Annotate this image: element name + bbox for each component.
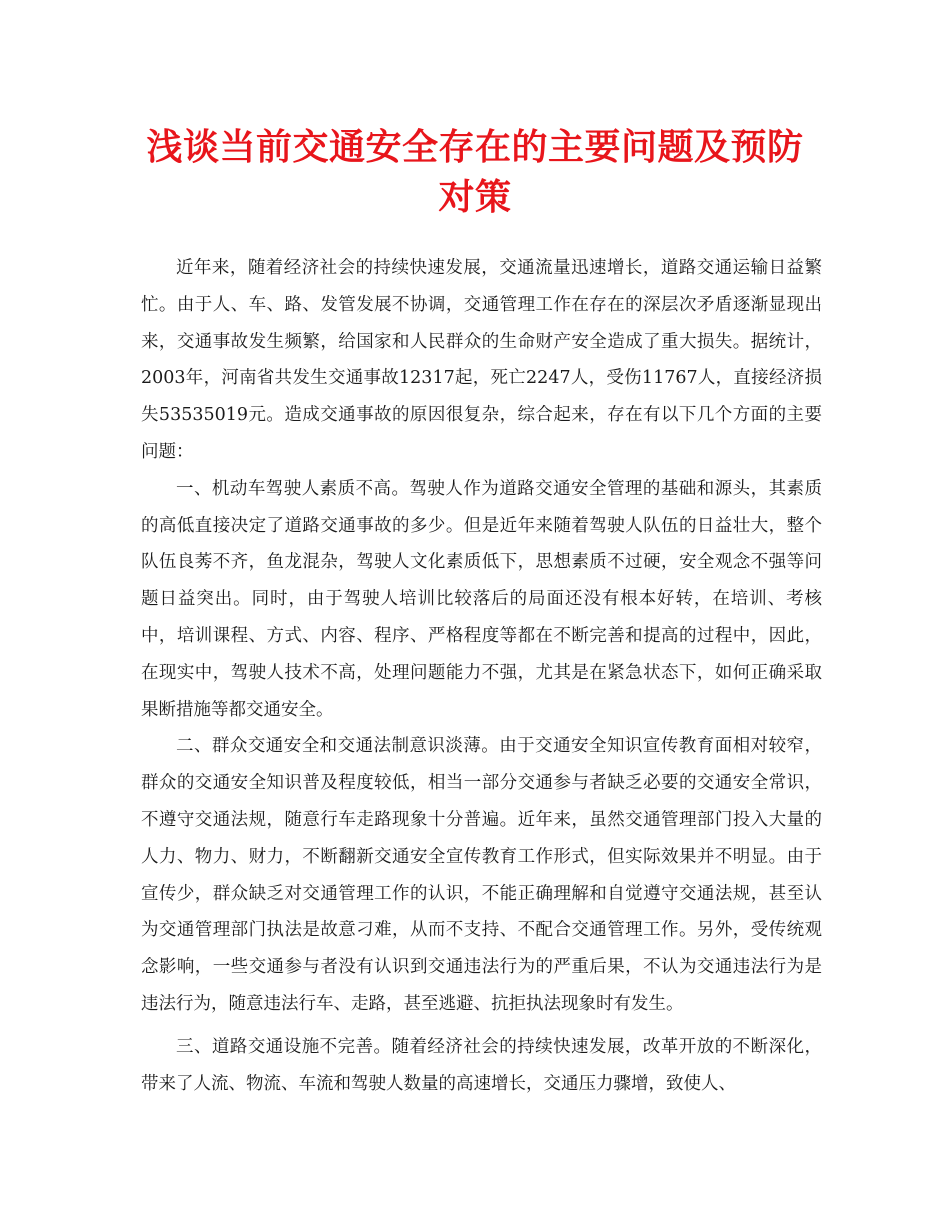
paragraph-public-awareness: 二、群众交通安全和交通法制意识淡薄。由于交通安全知识宣传教育面相对较窄，群众的交通安全知识普及程度较低，相当一部分交通参与者缺乏必要的交通安全常识，不遵守交通法规，随意行车走路现象十分普遍。近年来，虽然交通管理部门投入大量的人力、物力、财力，不断翻新交通安全宣传教育工作形式，但实际效果并不明显。由于宣传少，群众缺乏对交通管理工作的认识，不能正确理解和自觉遵守交通法规，甚至认为交通管理部门执法是故意刁难，从而不支持、不配合交通管理工作。另外，受传统观念影响，一些交通参与者没有认识到交通违法行为的严重后果，不认为交通违法行为是违法行为，随意违法行车、走路，甚至逃避、抗拒执法现象时有发生。	[141, 736, 822, 1014]
paragraph-driver-quality: 一、机动车驾驶人素质不高。驾驶人作为道路交通安全管理的基础和源头，其素质的高低直接决定了道路交通事故的多少。但是近年来随着驾驶人队伍的日益壮大，整个队伍良莠不齐，鱼龙混杂，驾驶人文化素质低下，思想素质不过硬，安全观念不强等问题日益突出。同时，由于驾驶人培训比较落后的局面还没有根本好转，在培训、考核中，培训课程、方式、内容、程序、严格程度等都在不断完善和提高的过程中，因此，在现实中，驾驶人技术不高，处理问题能力不强，尤其是在紧急状态下，如何正确采取果断措施等都交通安全。	[141, 478, 822, 720]
paragraph-intro: 近年来，随着经济社会的持续快速发展，交通流量迅速增长，道路交通运输日益繁忙。由于人、车、路、发管发展不协调，交通管理工作在存在的深层次矛盾逐渐显现出来，交通事故发生频繁，给国家和人民群众的生命财产安全造成了重大损失。据统计，2003年，河南省共发生交通事故12317起，死亡2247人，受伤11767人，直接经济损失53535019元。造成交通事故的原因很复杂，综合起来，存在有以下几个方面的主要问题：	[141, 258, 822, 462]
document-body	[141, 250, 822, 1102]
document-title: 浅谈当前交通安全存在的主要问题及预防对策	[146, 126, 804, 218]
paragraph-road-facilities: 三、道路交通设施不完善。随着经济社会的持续快速发展，改革开放的不断深化，带来了人流、物流、车流和驾驶人数量的高速增长，交通压力骤增，致使人、	[141, 1036, 822, 1094]
